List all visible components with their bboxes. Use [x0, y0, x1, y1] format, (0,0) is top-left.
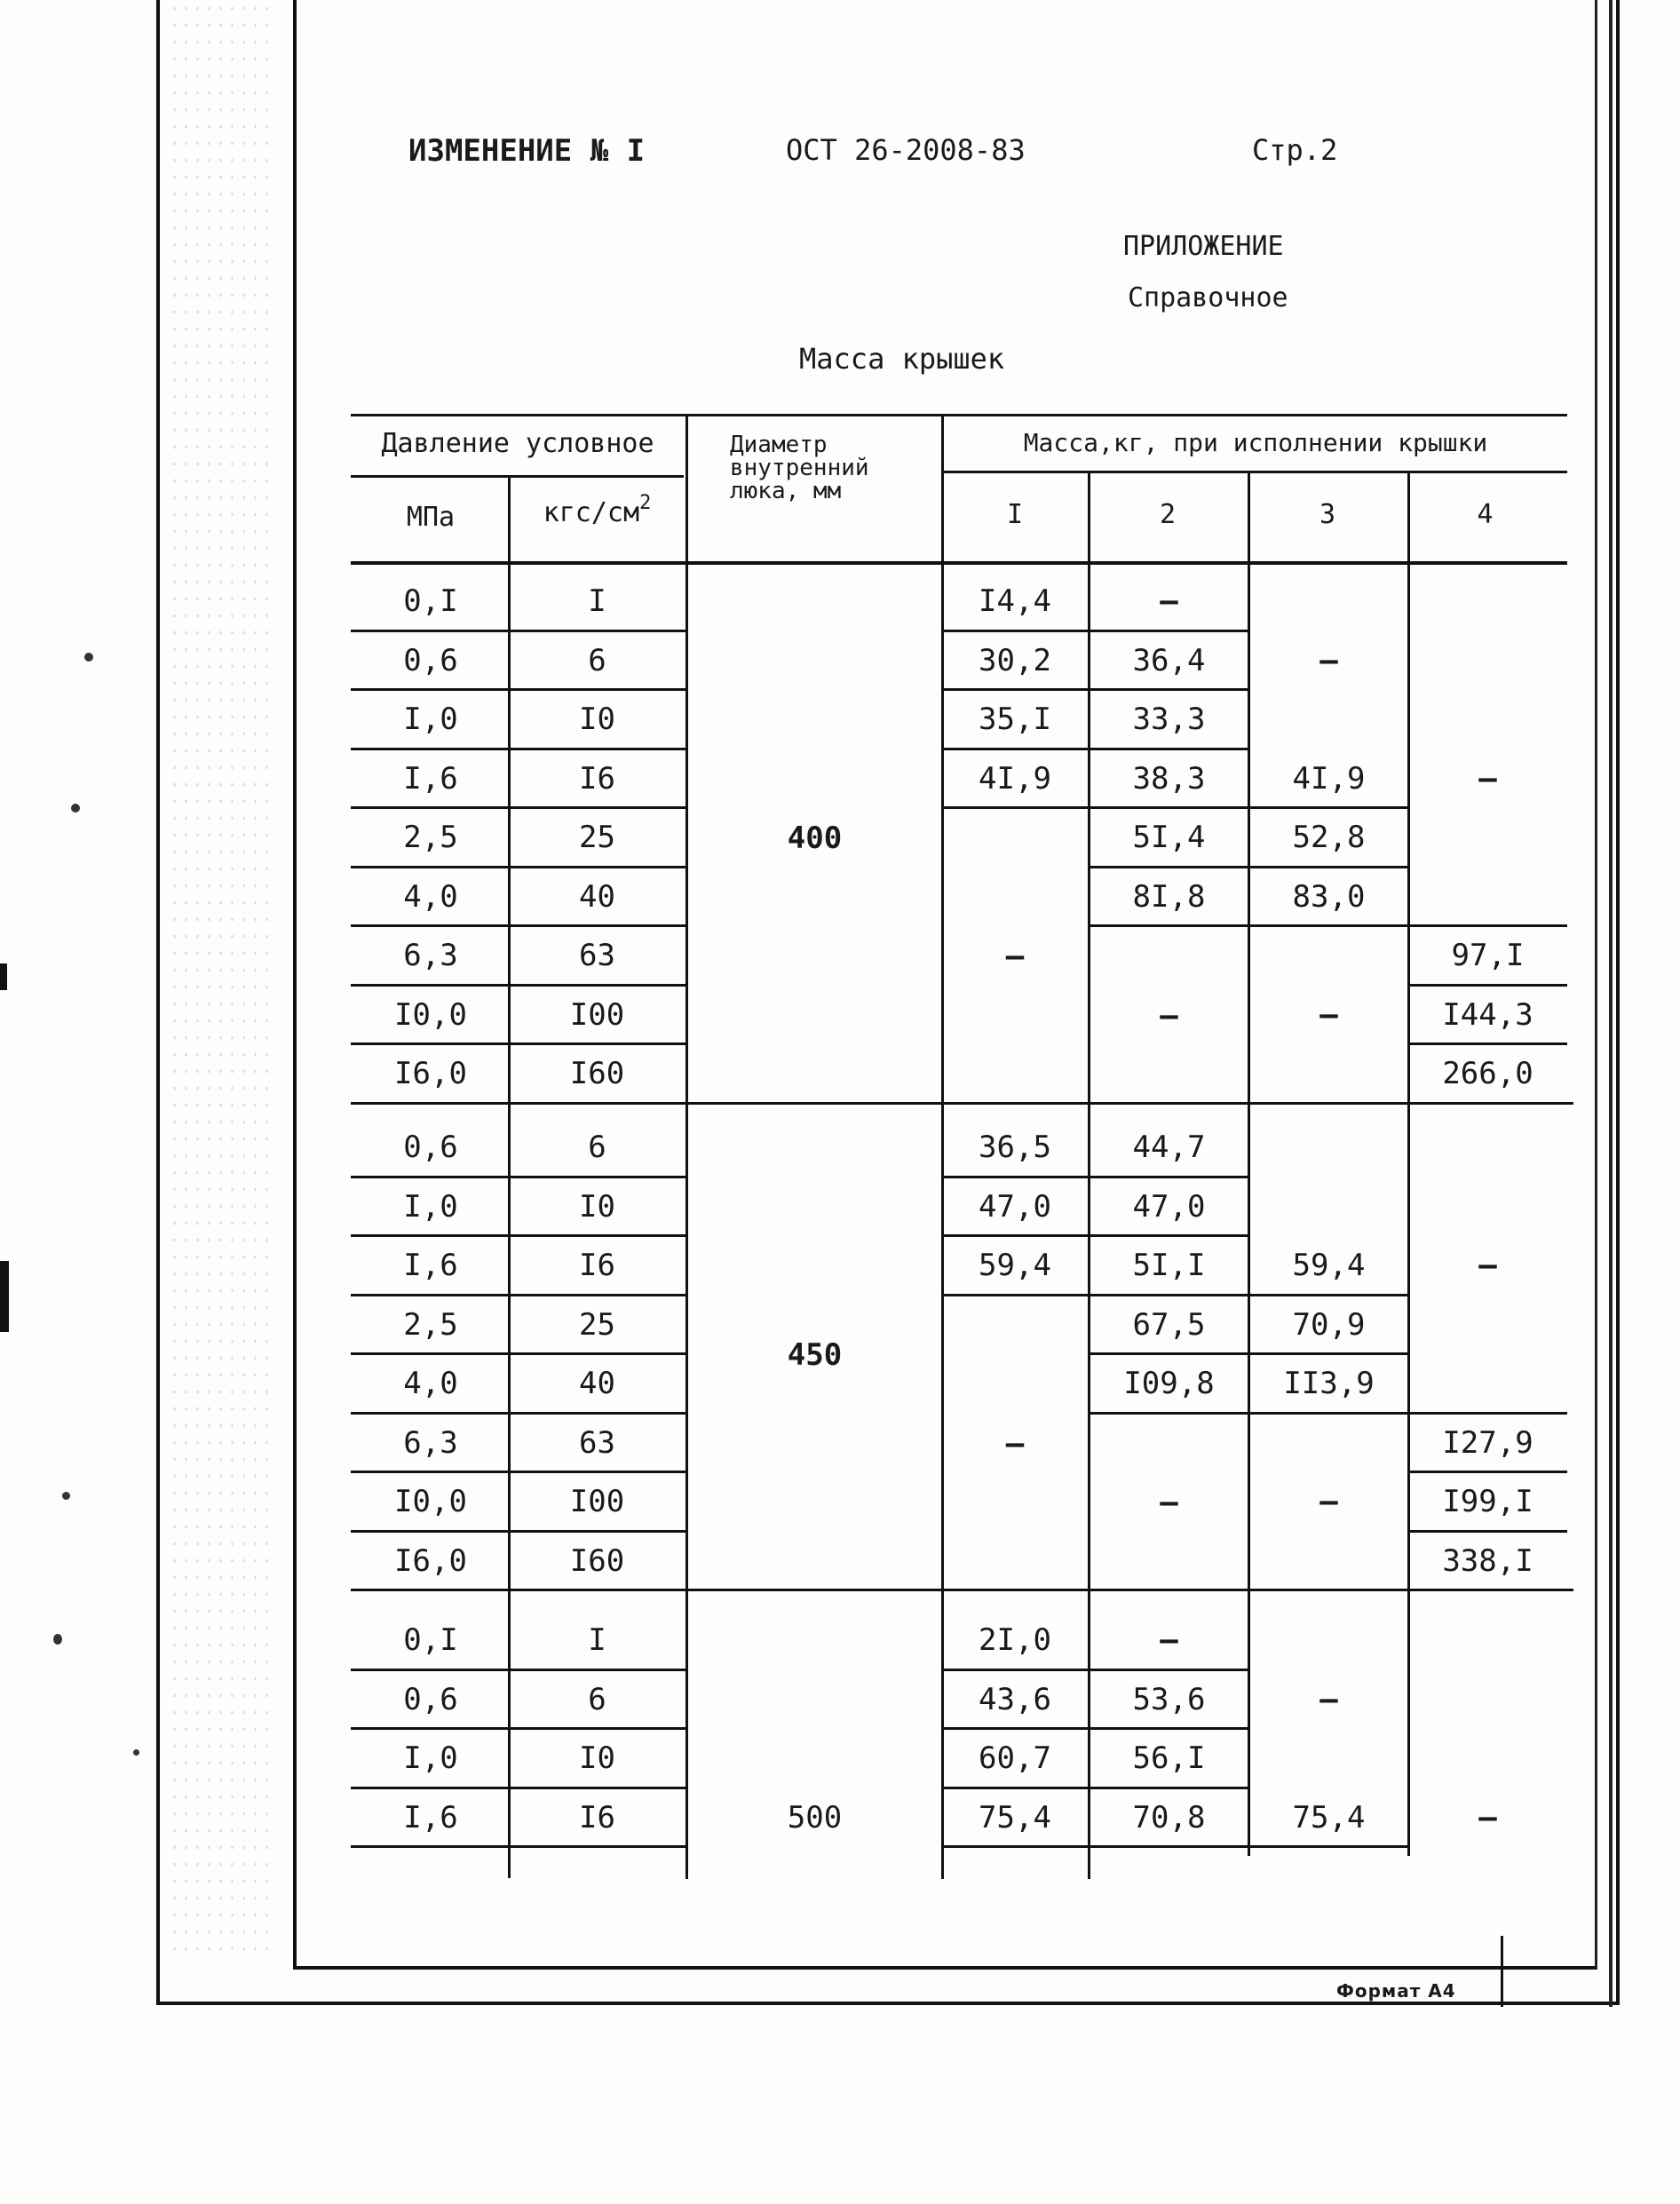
mass-exec3-cell: II3,9 — [1283, 1366, 1375, 1401]
cell-rule — [1250, 1352, 1408, 1355]
cell-rule — [1410, 984, 1567, 987]
cell-rule — [1090, 1234, 1248, 1237]
pressure-kgf-cell: I0 — [579, 702, 615, 737]
mass-exec3-dash: – — [1319, 643, 1338, 678]
row-rule — [351, 924, 685, 927]
mass-exec4-cell: 338,I — [1442, 1543, 1533, 1579]
pressure-mpa-cell: I,0 — [403, 1740, 458, 1776]
cell-rule — [1410, 924, 1567, 927]
cell-rule — [1090, 1787, 1248, 1789]
cell-rule — [1090, 748, 1248, 750]
mass-exec3-dash: – — [1319, 1484, 1338, 1519]
mass-exec4-dash: – — [1478, 761, 1497, 797]
mass-exec4-cell: I99,I — [1442, 1484, 1533, 1519]
cell-rule — [1090, 630, 1248, 632]
diameter-header-line2: внутренний — [730, 455, 869, 481]
mass-exec2-dash: – — [1160, 998, 1178, 1034]
exec-header-3: 3 — [1319, 499, 1336, 530]
pressure-kgf-cell: 63 — [579, 1425, 615, 1461]
cell-rule — [1090, 806, 1248, 809]
row-rule — [351, 1530, 685, 1533]
cell-rule — [1410, 1102, 1567, 1105]
mass-exec2-cell: 5I,I — [1132, 1248, 1206, 1283]
pressure-kgf-cell: I60 — [569, 1056, 625, 1091]
mass-exec2-cell: 47,0 — [1132, 1189, 1206, 1225]
diameter-cell: 500 — [787, 1800, 843, 1835]
mass-exec2-cell: 33,3 — [1132, 702, 1206, 737]
row-rule — [351, 1234, 685, 1237]
mass-exec1-dash: – — [1005, 939, 1025, 974]
cell-rule — [1410, 1530, 1567, 1533]
row-rule — [351, 1669, 685, 1671]
pressure-kgf-cell: I00 — [569, 1484, 625, 1519]
scan-speck — [62, 1492, 70, 1500]
col-rule-exec3 — [1407, 471, 1410, 1856]
cell-rule — [1250, 1845, 1408, 1848]
row-rule — [351, 984, 685, 987]
col-rule-exec2 — [1248, 471, 1250, 1856]
row-rule — [351, 1043, 685, 1045]
mass-exec3-dash: – — [1319, 1682, 1338, 1717]
cell-rule — [944, 1787, 1088, 1789]
cell-rule — [1090, 1176, 1248, 1178]
pressure-mpa-cell: I0,0 — [394, 1484, 467, 1519]
mass-exec1-cell: 75,4 — [979, 1800, 1051, 1835]
mass-exec2-cell: – — [1160, 583, 1178, 619]
pressure-mpa-cell: 6,3 — [403, 1425, 458, 1461]
mass-exec3-cell: 59,4 — [1292, 1248, 1366, 1283]
pressure-kgf-cell: 25 — [579, 1307, 615, 1343]
pressure-kgf-cell: 40 — [579, 1366, 615, 1401]
kgf-header — [511, 492, 684, 528]
mass-exec3-cell: 4I,9 — [1292, 761, 1366, 797]
cell-rule — [1090, 924, 1248, 927]
row-rule — [351, 1102, 685, 1105]
row-rule — [351, 1294, 685, 1296]
mass-exec1-cell: 60,7 — [979, 1740, 1051, 1776]
diameter-cell: 400 — [787, 821, 843, 856]
mass-exec3-cell: 75,4 — [1292, 1800, 1366, 1835]
pressure-kgf-cell: I0 — [579, 1189, 615, 1225]
cell-rule — [1090, 1294, 1248, 1296]
pressure-kgf-cell: I6 — [579, 1248, 615, 1283]
scan-speck — [71, 804, 80, 813]
mass-group-header: Масса,кг, при исполнении крышки — [1023, 428, 1488, 457]
appendix-kind: Справочное — [1128, 282, 1288, 313]
diameter-header-line1: Диаметр — [730, 432, 828, 458]
pressure-mpa-cell: 2,5 — [403, 1307, 458, 1343]
cell-rule — [944, 1234, 1088, 1237]
cell-rule — [1410, 1471, 1567, 1473]
mass-exec2-cell: 5I,4 — [1132, 820, 1206, 855]
row-rule — [351, 866, 685, 868]
pressure-subheader-rule — [351, 475, 684, 478]
format-label: Формат А4 — [1336, 1980, 1456, 2002]
kgf-header-text: кгс/см — [543, 497, 640, 528]
pressure-mpa-cell: 4,0 — [403, 1366, 458, 1401]
mass-exec1-cell: 2I,0 — [979, 1622, 1051, 1658]
row-rule — [351, 1845, 685, 1848]
pressure-mpa-cell: 0,6 — [403, 1130, 458, 1165]
scan-speck — [53, 1634, 62, 1645]
row-rule — [351, 688, 685, 691]
cell-rule — [944, 806, 1088, 809]
mass-exec3-cell: 83,0 — [1292, 879, 1366, 915]
row-rule — [351, 748, 685, 750]
row-rule — [351, 630, 685, 632]
cell-rule — [944, 1176, 1088, 1178]
cell-rule — [1250, 866, 1408, 868]
pressure-kgf-cell: 40 — [579, 879, 615, 915]
pressure-mpa-cell: I,0 — [403, 1189, 458, 1225]
mass-exec1-cell: I4,4 — [979, 583, 1051, 619]
cell-rule — [944, 1727, 1088, 1730]
pressure-mpa-cell: I0,0 — [394, 997, 467, 1033]
mass-exec1-cell: 4I,9 — [979, 761, 1051, 797]
mass-exec1-cell: 47,0 — [979, 1189, 1051, 1225]
cell-rule — [944, 1669, 1088, 1671]
pressure-mpa-cell: I,0 — [403, 702, 458, 737]
mass-exec4-cell: I44,3 — [1442, 997, 1533, 1033]
mass-exec2-cell: 36,4 — [1132, 643, 1206, 678]
pressure-mpa-cell: I6,0 — [394, 1056, 467, 1091]
mass-exec2-cell: 38,3 — [1132, 761, 1206, 797]
mass-exec2-cell: – — [1160, 1622, 1178, 1658]
pressure-mpa-cell: I6,0 — [394, 1543, 467, 1579]
cell-rule — [1090, 688, 1248, 691]
cell-rule — [1090, 1727, 1248, 1730]
mass-exec3-dash: – — [1319, 997, 1338, 1033]
cell-rule — [1250, 1294, 1408, 1296]
pressure-mpa-cell: 0,I — [403, 1622, 458, 1658]
mass-exec2-cell: 44,7 — [1132, 1130, 1206, 1165]
kgf-header-sup: 2 — [639, 492, 652, 514]
pressure-kgf-cell: 6 — [588, 643, 606, 678]
cell-rule — [1090, 1352, 1248, 1355]
pressure-mpa-cell: 0,I — [403, 583, 458, 619]
mass-exec1-cell: 35,I — [979, 702, 1051, 737]
row-rule — [351, 1727, 685, 1730]
mass-exec2-dash: – — [1160, 1485, 1178, 1520]
cell-rule — [1250, 924, 1408, 927]
pressure-kgf-cell: I00 — [569, 997, 625, 1033]
mass-exec2-cell: 67,5 — [1132, 1307, 1206, 1343]
mass-exec4-cell: I27,9 — [1442, 1425, 1533, 1461]
mass-exec1-cell: 59,4 — [979, 1248, 1051, 1283]
mass-exec2-cell: 70,8 — [1132, 1800, 1206, 1835]
pressure-kgf-cell: I — [588, 1622, 606, 1658]
cell-rule — [1410, 1412, 1567, 1415]
format-box-divider — [1501, 1936, 1503, 2007]
pressure-mpa-cell: I,6 — [403, 1800, 458, 1835]
pressure-mpa-cell: 4,0 — [403, 879, 458, 915]
pressure-mpa-cell: 2,5 — [403, 820, 458, 855]
pressure-kgf-cell: I6 — [579, 761, 615, 797]
mass-exec2-cell: I09,8 — [1123, 1366, 1215, 1401]
cell-rule — [1250, 1412, 1408, 1415]
mass-exec1-dash: – — [1005, 1426, 1025, 1462]
scan-speck — [84, 653, 93, 662]
row-rule — [351, 1176, 685, 1178]
row-rule — [351, 806, 685, 809]
scan-edge-mark — [0, 1261, 9, 1332]
cell-rule — [1090, 1669, 1248, 1671]
pressure-kgf-cell: I60 — [569, 1543, 625, 1579]
row-rule — [351, 1589, 685, 1591]
mass-exec2-cell: 8I,8 — [1132, 879, 1206, 915]
mass-exec4-dash: – — [1478, 1248, 1497, 1283]
pressure-kgf-cell: 6 — [588, 1682, 606, 1717]
header-bottom-rule — [351, 561, 1567, 565]
scan-speck — [133, 1749, 139, 1756]
diameter-header-line3: люка, мм — [730, 478, 842, 504]
diameter-header — [730, 433, 934, 503]
mass-exec1-cell: 43,6 — [979, 1682, 1051, 1717]
pressure-mpa-cell: 0,6 — [403, 1682, 458, 1717]
change-label: ИЗМЕНЕНИЕ № I — [408, 133, 646, 169]
cell-rule — [944, 688, 1088, 691]
cell-rule — [1090, 1845, 1248, 1848]
scan-edge-mark — [0, 963, 7, 990]
exec-header-1: I — [1006, 499, 1024, 530]
row-rule — [351, 1787, 685, 1789]
pressure-mpa-cell: 0,6 — [403, 643, 458, 678]
cell-rule — [1410, 1589, 1567, 1591]
exec-header-2: 2 — [1159, 499, 1177, 530]
mpa-header: МПа — [406, 502, 456, 533]
pressure-mpa-cell: I,6 — [403, 1248, 458, 1283]
pressure-kgf-cell: I6 — [579, 1800, 615, 1835]
mass-exec4-cell: 266,0 — [1442, 1056, 1533, 1091]
cell-rule — [944, 630, 1088, 632]
table-top-rule — [351, 414, 1567, 416]
mass-exec1-cell: 30,2 — [979, 643, 1051, 678]
standard-number: ОСТ 26-2008-83 — [786, 133, 1026, 167]
mass-exec2-cell: 56,I — [1132, 1740, 1206, 1776]
mass-exec3-cell: 52,8 — [1292, 820, 1366, 855]
col-rule-kgf — [685, 414, 688, 1879]
mass-exec4-cell: 97,I — [1451, 938, 1525, 973]
pressure-mpa-cell: I,6 — [403, 761, 458, 797]
pressure-kgf-cell: 6 — [588, 1130, 606, 1165]
cell-rule — [1090, 866, 1248, 868]
cell-rule — [1090, 1412, 1248, 1415]
pressure-kgf-cell: 25 — [579, 820, 615, 855]
cell-rule — [1250, 806, 1408, 809]
pressure-kgf-cell: I0 — [579, 1740, 615, 1776]
pressure-group-header: Давление условное — [381, 428, 654, 459]
exec-header-4: 4 — [1477, 499, 1494, 530]
pressure-mpa-cell: 6,3 — [403, 938, 458, 973]
appendix-title: ПРИЛОЖЕНИЕ — [1123, 231, 1284, 262]
pressure-kgf-cell: 63 — [579, 938, 615, 973]
mass-exec1-cell: 36,5 — [979, 1130, 1051, 1165]
row-rule — [351, 1412, 685, 1415]
pressure-kgf-cell: I — [588, 583, 606, 619]
cell-rule — [1410, 1043, 1567, 1045]
cell-rule — [944, 1294, 1088, 1296]
mass-exec2-cell: 53,6 — [1132, 1682, 1206, 1717]
mass-exec3-cell: 70,9 — [1292, 1307, 1366, 1343]
page-number: Стр.2 — [1252, 133, 1338, 167]
mass-subheader-rule — [941, 471, 1567, 473]
table-title: Масса крышек — [799, 342, 1005, 376]
row-rule — [351, 1471, 685, 1473]
diameter-cell: 450 — [787, 1337, 843, 1373]
mass-exec4-dash: – — [1478, 1800, 1497, 1835]
row-rule — [351, 1352, 685, 1355]
right-edge-line — [1609, 0, 1613, 2007]
cell-rule — [944, 1845, 1088, 1848]
cell-rule — [944, 748, 1088, 750]
